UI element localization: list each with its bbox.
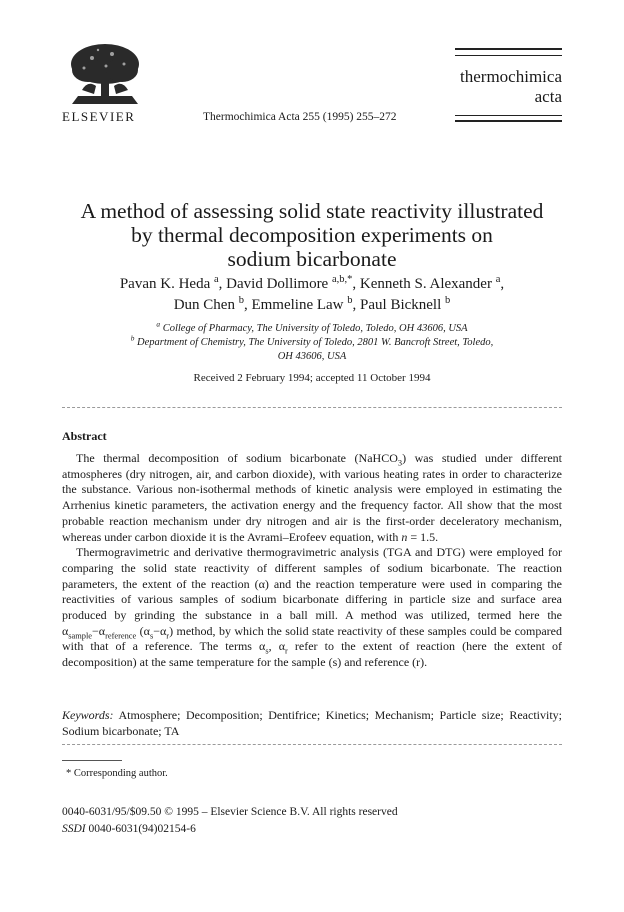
text-run: (α — [136, 623, 150, 638]
keywords-text: Atmosphere; Decomposition; Dentifrice; Kinetics; Mechanism; Particle size; Reactivity; Sodium bicarbonate; TA — [62, 708, 562, 738]
author-affiliation-mark: a,b,* — [331, 274, 353, 285]
journal-name-line2: acta — [534, 87, 562, 106]
variable: n — [401, 529, 408, 544]
footnote-text: Corresponding author. — [71, 768, 168, 779]
footnote-mark: * — [66, 768, 72, 779]
copyright-block — [62, 804, 398, 838]
subscript: r — [285, 646, 288, 656]
subscript: s — [265, 646, 269, 656]
subscript: r — [166, 631, 170, 641]
text-run: ) method, by which the solid state reactivity of these samples could be compared with that of a reference. The terms α — [62, 623, 562, 654]
footnote — [66, 768, 168, 779]
author-separator: , — [500, 276, 505, 292]
author-affiliation-mark: a — [213, 274, 219, 285]
text-run: −α — [92, 623, 106, 638]
header-rule-bottom — [455, 120, 562, 122]
author-name: David Dollimore — [226, 276, 329, 292]
author-affiliation-mark: a — [495, 274, 501, 285]
abstract-paragraph — [62, 451, 562, 545]
author-separator: , — [352, 276, 360, 292]
author-affiliation-mark: b — [445, 295, 451, 306]
author-affiliation-mark: b — [238, 295, 244, 306]
text-run: −α — [153, 623, 167, 638]
publisher-name: ELSEVIER — [62, 109, 136, 124]
abstract-heading: Abstract — [62, 429, 107, 443]
section-divider — [62, 407, 562, 408]
affiliation-text: Department of Chemistry, The University of Toledo, 2801 W. Bancroft Street, Toledo, — [137, 337, 494, 348]
text-run: The thermal decomposition of sodium bicarbonate (NaHCO — [76, 451, 398, 465]
header-rule-bottom-thin — [455, 115, 562, 116]
header-rule-top-thin — [455, 55, 562, 56]
ssdi-value: 0040-6031(94)02154-6 — [85, 823, 196, 835]
copyright-line: 0040-6031/95/$09.50 © 1995 – Elsevier Science B.V. All rights reserved — [62, 806, 398, 818]
abstract-body — [62, 451, 562, 671]
keywords — [62, 708, 562, 739]
ssdi-line — [62, 821, 398, 838]
footnote-rule — [62, 760, 122, 761]
title-line: sodium bicarbonate — [227, 247, 397, 271]
author-name: Dun Chen — [173, 297, 235, 313]
subscript: sample — [68, 631, 93, 641]
title-line: A method of assessing solid state reactivity illustrated — [80, 199, 544, 223]
author-separator: , — [243, 297, 252, 313]
affiliation-b — [70, 333, 554, 350]
affiliation-b-cont: OH 43606, USA — [277, 351, 347, 362]
author-list — [60, 274, 564, 316]
affiliation-mark: b — [130, 333, 135, 343]
author-name: Emmeline Law — [251, 297, 344, 313]
author-name: Pavan K. Heda — [119, 276, 211, 292]
affiliation-text: College of Pharmacy, The University of Toledo, Toledo, OH 43606, USA — [162, 323, 468, 334]
text-run: Thermogravimetric and derivative thermogravimetric analysis (TGA and DTG) were employed for comparing the solid state reactivity of different samples of sodium bicarbonate. The reaction parameters, the extent of the reaction (α) and the reaction temperature were used in comparing the reactivities of various samples of sodium bicarbonate differing in particle size and surface area produced by grinding the substance in a ball mill. A method was utilized, termed here the α — [62, 545, 562, 638]
journal-name — [460, 67, 562, 107]
article-title — [40, 199, 584, 271]
author-separator: , — [352, 297, 361, 313]
author-affiliation-mark: b — [347, 295, 353, 306]
ssdi-label: SSDI — [62, 823, 86, 835]
author-separator: , — [218, 276, 227, 292]
subscript: reference — [105, 631, 137, 641]
title-line: by thermal decomposition experiments on — [131, 223, 493, 247]
received-dates: Received 2 February 1994; accepted 11 October 1994 — [193, 372, 431, 384]
elsevier-tree-logo-icon — [62, 40, 148, 108]
keywords-label: Keywords: — [62, 708, 114, 722]
affiliations — [70, 319, 554, 364]
author-name: Paul Bicknell — [360, 297, 442, 313]
section-divider — [62, 744, 562, 745]
subscript: 3 — [397, 458, 403, 468]
subscript: s — [149, 631, 154, 641]
text-run: , α — [268, 639, 285, 654]
abstract-paragraph — [62, 545, 562, 671]
affiliation-a — [70, 319, 554, 336]
author-line-1 — [60, 274, 564, 295]
text-run: ) was studied under different atmospheres (dry nitrogen, air, and carbon dioxide), with various heating rates in order to characterize the substance. Various non-isothermal methods of kinetic analysis were employed in estimating the Arrhenius kinetic parameters, the activation energy and the frequency factor. All show that the most probable reaction mechanism under dry nitrogen and air is the first-order deceleratory mechanism, whereas under carbon dioxide it is the Avrami–Erofeev equation, with — [62, 451, 562, 544]
author-name: Kenneth S. Alexander — [359, 276, 492, 292]
header-rule-top — [455, 48, 562, 50]
text-run: refer to the extent of reaction (here the extent of decomposition) at the same temperature for the sample (s) and reference (r). — [62, 639, 562, 670]
author-line-2 — [60, 295, 564, 316]
journal-name-line1: thermochimica — [460, 67, 562, 86]
journal-citation: Thermochimica Acta 255 (1995) 255–272 — [203, 111, 397, 123]
text-run: = 1.5. — [407, 529, 439, 544]
affiliation-mark: a — [156, 319, 161, 329]
